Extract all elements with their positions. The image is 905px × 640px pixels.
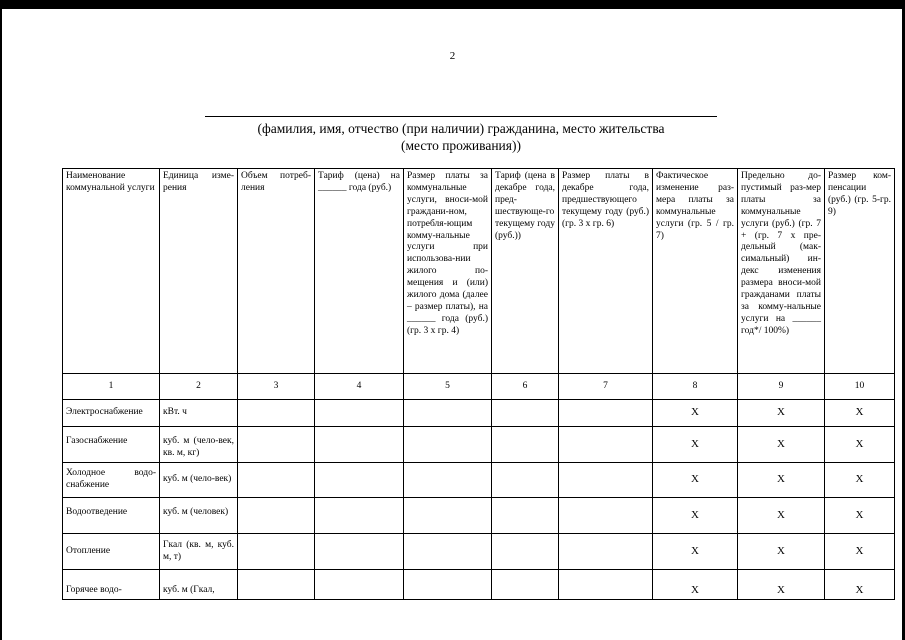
table-row xyxy=(63,427,895,463)
empty-cell xyxy=(315,498,404,534)
empty-cell xyxy=(315,463,404,498)
empty-cell xyxy=(315,427,404,463)
column-number: 2 xyxy=(160,374,238,400)
service-unit: куб. м (чело-век) xyxy=(160,463,238,498)
empty-cell xyxy=(315,534,404,570)
service-unit: куб. м (человек) xyxy=(160,498,238,534)
column-number-row xyxy=(63,374,895,400)
caption-line-2: (место проживания)) xyxy=(401,138,521,153)
header-cell: Фактическое изменение раз-мера платы за коммунальные услуги (гр. 5 / гр. 7) xyxy=(653,169,738,374)
empty-cell xyxy=(238,534,315,570)
column-number: 5 xyxy=(404,374,492,400)
empty-cell xyxy=(404,570,492,600)
empty-cell xyxy=(238,498,315,534)
column-number: 3 xyxy=(238,374,315,400)
empty-cell xyxy=(492,570,559,600)
cross-mark: X xyxy=(738,498,825,534)
header-cell: Единица изме-рения xyxy=(160,169,238,374)
cross-mark: X xyxy=(738,400,825,427)
signature-line xyxy=(205,116,717,117)
cross-mark: X xyxy=(738,427,825,463)
empty-cell xyxy=(404,427,492,463)
service-unit: куб. м (чело-век, кв. м, кг) xyxy=(160,427,238,463)
cross-mark: X xyxy=(653,570,738,600)
empty-cell xyxy=(559,463,653,498)
service-name: Электроснабжение xyxy=(63,400,160,427)
header-cell: Размер ком-пенсации (руб.) (гр. 5-гр. 9) xyxy=(825,169,895,374)
scan-left-edge xyxy=(0,0,2,640)
cross-mark: X xyxy=(738,463,825,498)
scan-top-border xyxy=(0,0,905,9)
header-cell: Объем потреб-ления xyxy=(238,169,315,374)
cross-mark: X xyxy=(825,463,895,498)
empty-cell xyxy=(559,498,653,534)
cross-mark: X xyxy=(825,498,895,534)
table-row xyxy=(63,570,895,600)
header-cell: Предельно до-пустимый раз-мер платы за коммунальные услуги (руб.) (гр. 7 + (гр. 7 х пре-дельный (мак-симальный) ин-декс изменения размера вноси-мой гражданами платы за комму-нальные услуги на ______ год*/ 100%) xyxy=(738,169,825,374)
empty-cell xyxy=(559,570,653,600)
service-unit: кВт. ч xyxy=(160,400,238,427)
header-cell: Размер платы за коммунальные услуги, вноси-мой граждани-ном, потребля-ющим комму-нальные услуги при использова-нии жилого по-мещения и (или) жилого дома (далее – размер платы), на ______ года (руб.) (гр. 3 х гр. 4) xyxy=(404,169,492,374)
cross-mark: X xyxy=(825,534,895,570)
service-name: Водоотведение xyxy=(63,498,160,534)
table-row xyxy=(63,534,895,570)
header-cell: Наименование коммунальной услуги xyxy=(63,169,160,374)
table-row xyxy=(63,400,895,427)
header-cell: Тариф (цена) на ______ года (руб.) xyxy=(315,169,404,374)
column-number: 4 xyxy=(315,374,404,400)
cross-mark: X xyxy=(653,427,738,463)
signature-caption xyxy=(205,120,717,154)
column-number: 6 xyxy=(492,374,559,400)
empty-cell xyxy=(404,463,492,498)
cross-mark: X xyxy=(653,498,738,534)
empty-cell xyxy=(559,427,653,463)
empty-cell xyxy=(315,570,404,600)
cross-mark: X xyxy=(653,463,738,498)
cross-mark: X xyxy=(738,570,825,600)
cross-mark: X xyxy=(825,570,895,600)
column-number: 7 xyxy=(559,374,653,400)
compensation-table xyxy=(62,168,895,600)
cross-mark: X xyxy=(825,400,895,427)
empty-cell xyxy=(492,463,559,498)
column-number: 10 xyxy=(825,374,895,400)
service-unit: Гкал (кв. м, куб. м, т) xyxy=(160,534,238,570)
empty-cell xyxy=(492,498,559,534)
column-number: 9 xyxy=(738,374,825,400)
empty-cell xyxy=(315,400,404,427)
empty-cell xyxy=(404,400,492,427)
cross-mark: X xyxy=(825,427,895,463)
service-name: Холодное водо-снабжение xyxy=(63,463,160,498)
empty-cell xyxy=(559,534,653,570)
cross-mark: X xyxy=(653,400,738,427)
empty-cell xyxy=(492,427,559,463)
empty-cell xyxy=(404,534,492,570)
empty-cell xyxy=(238,463,315,498)
empty-cell xyxy=(238,570,315,600)
table-row xyxy=(63,498,895,534)
column-number: 8 xyxy=(653,374,738,400)
service-unit: куб. м (Гкал, xyxy=(160,570,238,600)
empty-cell xyxy=(559,400,653,427)
caption-line-1: (фамилия, имя, отчество (при наличии) гражданина, место жительства xyxy=(257,121,665,136)
empty-cell xyxy=(492,534,559,570)
empty-cell xyxy=(404,498,492,534)
empty-cell xyxy=(238,427,315,463)
header-row xyxy=(63,169,895,374)
cross-mark: X xyxy=(738,534,825,570)
service-name: Газоснабжение xyxy=(63,427,160,463)
cross-mark: X xyxy=(653,534,738,570)
header-cell: Размер платы в декабре года, предшествующего текущему году (руб.) (гр. 3 х гр. 6) xyxy=(559,169,653,374)
service-name: Отопление xyxy=(63,534,160,570)
header-cell: Тариф (цена в декабре года, пред-шествующе-го текущему году (руб.)) xyxy=(492,169,559,374)
empty-cell xyxy=(492,400,559,427)
service-name: Горячее водо- xyxy=(63,570,160,600)
column-number: 1 xyxy=(63,374,160,400)
empty-cell xyxy=(238,400,315,427)
page-number: 2 xyxy=(449,50,456,62)
table-row xyxy=(63,463,895,498)
